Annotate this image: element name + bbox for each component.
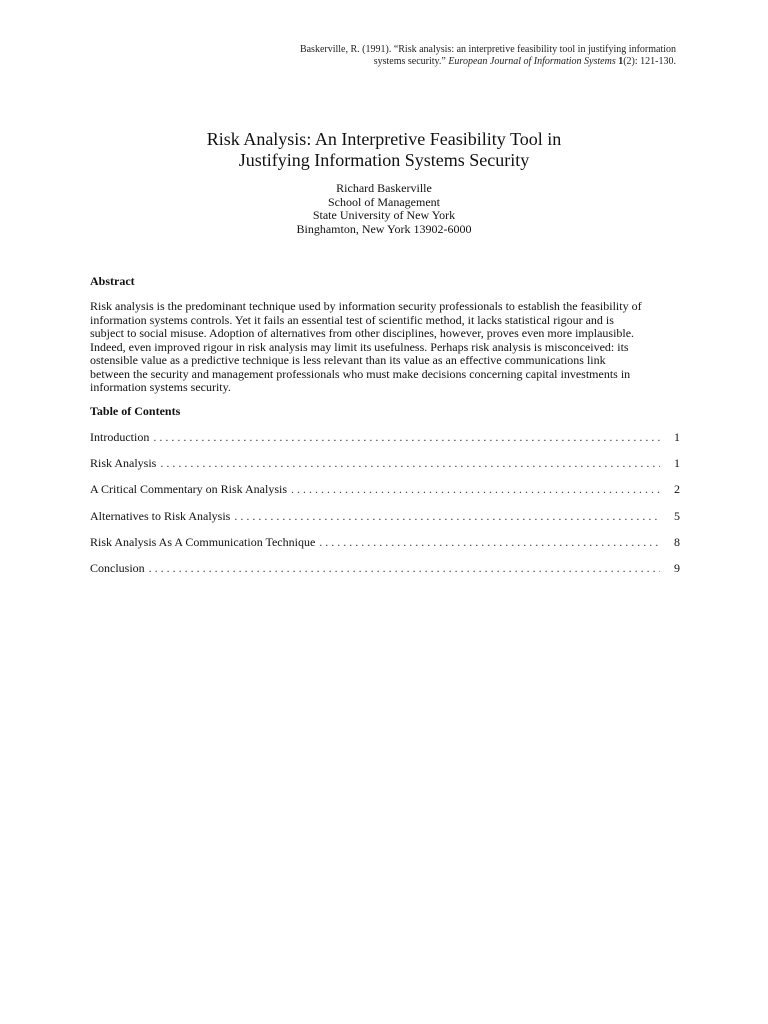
toc-entry-label: A Critical Commentary on Risk Analysis <box>90 482 287 497</box>
toc-entry-page: 1 <box>674 430 680 444</box>
toc-entry-introduction[interactable] <box>90 430 680 456</box>
toc-entry-risk-analysis[interactable] <box>90 456 680 482</box>
toc-heading: Table of Contents <box>90 404 181 418</box>
toc-entry-alternatives[interactable] <box>90 509 680 535</box>
toc-entry-label: Risk Analysis As A Communication Technique <box>90 534 316 549</box>
citation-line-2-plain: systems security.” <box>373 56 449 67</box>
abstract-line: Indeed, even improved rigour in risk analysis may limit its usefulness. Perhaps risk analysis is misconceived: its <box>90 339 629 354</box>
toc-entry-communication-technique[interactable] <box>90 535 680 561</box>
author-block <box>0 182 768 236</box>
toc-entry-critical-commentary[interactable] <box>90 482 680 508</box>
abstract-line: between the security and management professionals who must make decisions concerning capital investments in <box>90 366 631 381</box>
toc-leader-dots <box>291 482 660 497</box>
abstract-line: ostensible value as a predictive technique is less relevant than its value as an effective communications link <box>90 353 606 367</box>
toc-entry-page: 9 <box>674 560 680 575</box>
toc-entry-label: Introduction <box>90 430 150 444</box>
toc-entry-page: 8 <box>674 534 680 549</box>
toc-entry-page: 1 <box>674 456 680 471</box>
citation-line-1: Baskerville, R. (1991). “Risk analysis: an interpretive feasibility tool in justifying information <box>299 44 676 55</box>
paper-title <box>0 129 768 171</box>
abstract-heading: Abstract <box>90 274 135 288</box>
citation-line-2 <box>236 56 676 68</box>
author-address: Binghamton, New York 13902-6000 <box>296 221 472 236</box>
author-name: Richard Baskerville <box>336 181 432 195</box>
toc-leader-dots <box>234 509 660 524</box>
abstract-line: subject to social misuse. Adoption of alternatives from other disciplines, however, proves even more implausible. <box>90 326 635 340</box>
table-of-contents <box>90 430 680 587</box>
toc-entry-conclusion[interactable] <box>90 561 680 587</box>
author-department: School of Management <box>328 194 440 209</box>
citation-pages: (2): 121-130. <box>623 56 676 67</box>
toc-leader-dots <box>160 456 660 471</box>
abstract-line: Risk analysis is the predominant technique used by information security professionals to establish the feasibility of <box>90 299 642 313</box>
author-university: State University of New York <box>312 208 456 222</box>
abstract-body <box>90 300 690 395</box>
abstract-line: information systems security. <box>90 380 231 394</box>
title-line-2: Justifying Information Systems Security <box>238 150 530 170</box>
toc-leader-dots <box>149 561 660 576</box>
citation-journal: European Journal of Information Systems <box>448 56 616 67</box>
citation-header <box>236 44 676 68</box>
toc-leader-dots <box>153 430 660 445</box>
toc-leader-dots <box>319 535 660 550</box>
toc-entry-label: Alternatives to Risk Analysis <box>90 508 231 523</box>
title-line-1: Risk Analysis: An Interpretive Feasibility Tool in <box>206 129 562 149</box>
toc-entry-page: 5 <box>674 508 680 523</box>
toc-entry-page: 2 <box>674 482 680 497</box>
toc-entry-label: Conclusion <box>90 560 145 575</box>
citation-volume: 1 <box>615 56 624 67</box>
toc-entry-label: Risk Analysis <box>90 456 157 471</box>
abstract-line: information systems controls. Yet it fails an essential test of scientific method, it lacks statistical rigour and is <box>90 312 614 327</box>
